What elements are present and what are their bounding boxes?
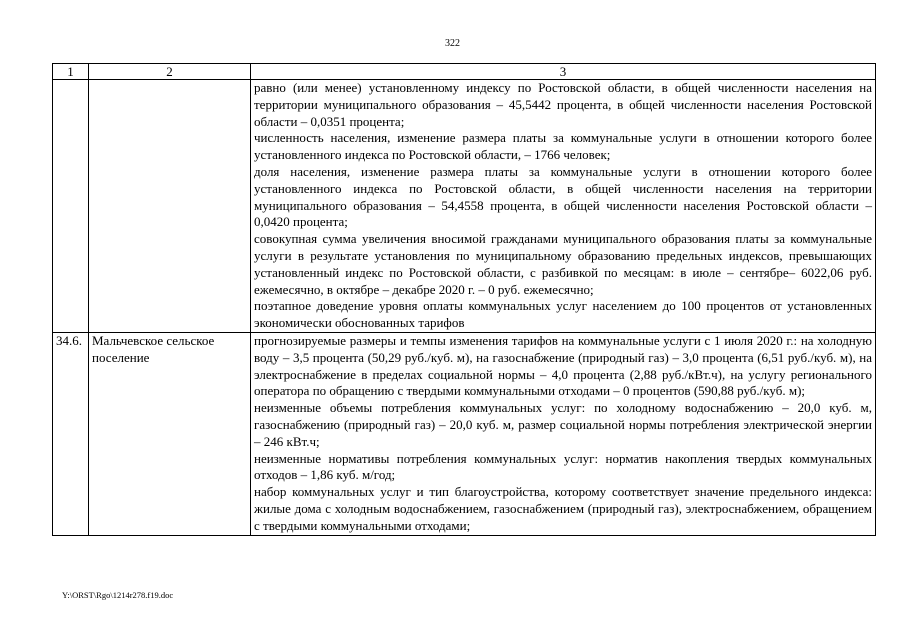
- description-paragraph: неизменные объемы потребления коммунальных услуг: по холодному водоснабжению – 20,0 куб. м, газоснабжению (природный газ) – 20,0 куб. м, размер социальной нормы потребления электрической энергии – 246 кВт.ч;: [254, 400, 872, 449]
- table-header-row: [53, 64, 876, 80]
- row-number-cell: 34.6.: [53, 332, 89, 535]
- footer-file-path: Y:\ORST\Rgo\1214r278.f19.doc: [62, 590, 174, 600]
- description-paragraph: набор коммунальных услуг и тип благоустройства, которому соответствует значение предельного индекса: жилые дома с холодным водоснабжением, газоснабжением (природный газ), электроснабжением, обращением с твердыми коммунальными отходами;: [254, 484, 872, 533]
- municipality-name-cell: [89, 80, 251, 333]
- description-paragraph: совокупная сумма увеличения вносимой гражданами муниципального образования платы за коммунальные услуги в результате установления по муниципальному образованию предельных индексов, превышающих установленный индекс по Ростовской области, с разбивкой по месяцам: в июле – сентябре– 6022,06 руб. ежемесячно, в октябре – декабре 2020 г. – 0 руб. ежемесячно;: [254, 231, 872, 297]
- document-table: [52, 63, 876, 536]
- row-number-cell: [53, 80, 89, 333]
- description-paragraph: равно (или менее) установленному индексу по Ростовской области, в общей численности населения на территории муниципального образования – 45,5442 процента, в общей численности населения Ростовской области – 0,0351 процента;: [254, 80, 872, 129]
- table-row: [53, 80, 876, 333]
- description-paragraph: численность населения, изменение размера платы за коммунальные услуги в отношении которого более установленного индекса по Ростовской области, – 1766 человек;: [254, 130, 872, 163]
- column-header-2: 2: [89, 64, 251, 80]
- table-row: [53, 332, 876, 535]
- page-number: 322: [445, 38, 460, 49]
- description-cell: [251, 332, 876, 535]
- column-header-3: 3: [251, 64, 876, 80]
- description-paragraph: неизменные нормативы потребления коммунальных услуг: норматив накопления твердых коммунальных отходов – 1,86 куб. м/год;: [254, 450, 872, 483]
- description-paragraph: доля населения, изменение размера платы за коммунальные услуги в отношении которого более установленного индекса по Ростовской области, в общей численности населения на территории муниципального образования – 54,4558 процента, в общей численности населения Ростовской области – 0,0420 процента;: [254, 163, 872, 230]
- municipality-name-cell: Мальчевское сельское поселение: [89, 332, 251, 535]
- description-cell: [251, 80, 876, 333]
- column-header-1: 1: [53, 64, 89, 80]
- description-paragraph: прогнозируемые размеры и темпы изменения тарифов на коммунальные услуги с 1 июля 2020 г.: на холодную воду – 3,5 процента (50,29 руб./куб. м), на газоснабжение (природный газ) – 3,0 процента (6,51 руб./куб. м), на электроснабжение в пределах социальной нормы – 4,0 процента (2,88 руб./кВт.ч), на услугу регионального оператора по обращению с твердыми коммунальными отходами – 0 процентов (590,88 руб./куб. м);: [254, 332, 872, 399]
- description-paragraph: поэтапное доведение уровня оплаты коммунальных услуг населением до 100 процентов от установленных экономически обоснованных тарифов: [254, 298, 872, 331]
